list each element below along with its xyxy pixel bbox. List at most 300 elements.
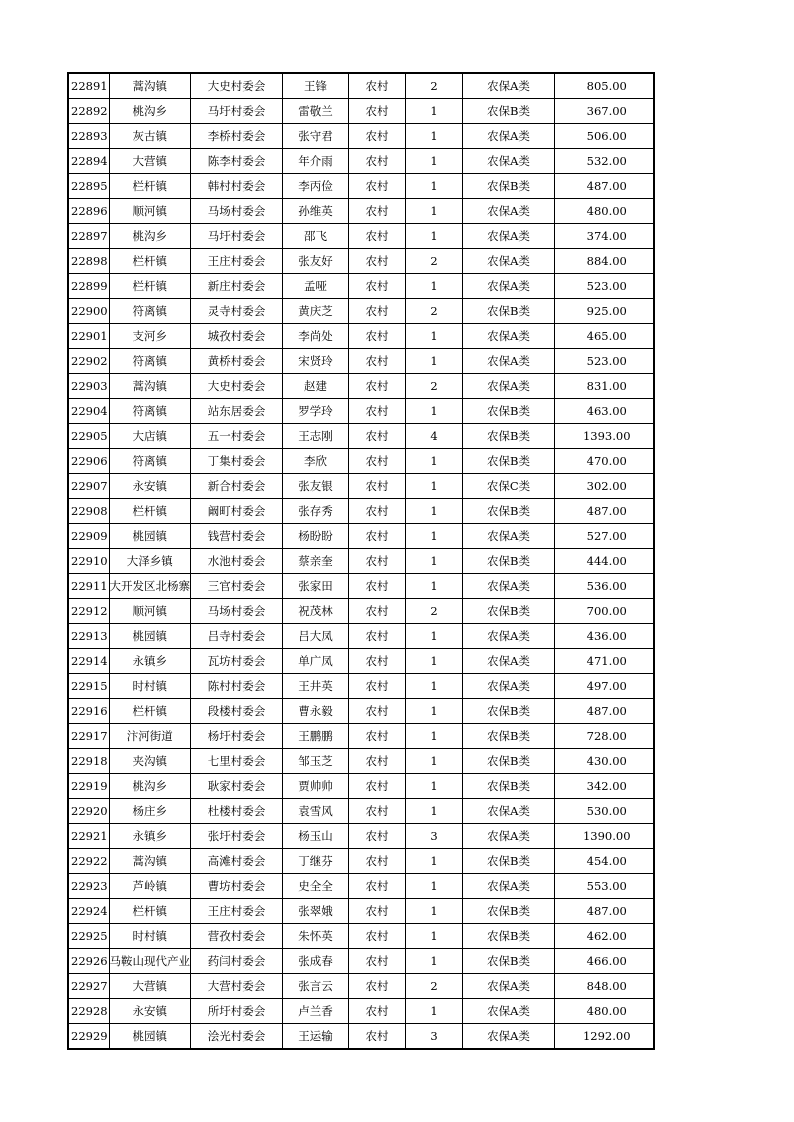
serial-cell: 22901 — [68, 324, 109, 349]
name-cell: 孙维英 — [283, 199, 349, 224]
amount-cell: 728.00 — [555, 724, 654, 749]
name-cell: 李丙俭 — [283, 174, 349, 199]
amount-cell: 487.00 — [555, 174, 654, 199]
serial-cell: 22899 — [68, 274, 109, 299]
table-row — [68, 999, 654, 1024]
insurance-category-cell: 农保A类 — [463, 224, 555, 249]
amount-cell: 466.00 — [555, 949, 654, 974]
insurance-category-cell: 农保A类 — [463, 249, 555, 274]
area-type-cell: 农村 — [349, 424, 406, 449]
insurance-category-cell: 农保B类 — [463, 949, 555, 974]
name-cell: 孟哑 — [283, 274, 349, 299]
amount-cell: 497.00 — [555, 674, 654, 699]
name-cell: 史全全 — [283, 874, 349, 899]
table-row — [68, 649, 654, 674]
area-type-cell: 农村 — [349, 249, 406, 274]
serial-cell: 22895 — [68, 174, 109, 199]
table-row — [68, 924, 654, 949]
area-type-cell: 农村 — [349, 499, 406, 524]
village-cell: 马场村委会 — [191, 199, 283, 224]
household-count-cell: 2 — [406, 299, 463, 324]
table-row — [68, 749, 654, 774]
amount-cell: 480.00 — [555, 199, 654, 224]
village-cell: 王庄村委会 — [191, 899, 283, 924]
name-cell: 卢兰香 — [283, 999, 349, 1024]
insurance-category-cell: 农保A类 — [463, 349, 555, 374]
serial-cell: 22911 — [68, 574, 109, 599]
area-type-cell: 农村 — [349, 599, 406, 624]
insurance-category-cell: 农保B类 — [463, 99, 555, 124]
table-row — [68, 849, 654, 874]
name-cell: 赵建 — [283, 374, 349, 399]
household-count-cell: 4 — [406, 424, 463, 449]
village-cell: 新庄村委会 — [191, 274, 283, 299]
town-cell: 符离镇 — [109, 399, 191, 424]
amount-cell: 454.00 — [555, 849, 654, 874]
area-type-cell: 农村 — [349, 724, 406, 749]
insurance-category-cell: 农保A类 — [463, 799, 555, 824]
area-type-cell: 农村 — [349, 199, 406, 224]
name-cell: 王锋 — [283, 73, 349, 99]
village-cell: 大史村委会 — [191, 374, 283, 399]
town-cell: 大营镇 — [109, 149, 191, 174]
household-count-cell: 1 — [406, 524, 463, 549]
area-type-cell: 农村 — [349, 949, 406, 974]
town-cell: 杨庄乡 — [109, 799, 191, 824]
household-count-cell: 1 — [406, 899, 463, 924]
name-cell: 宋贤玲 — [283, 349, 349, 374]
table-row — [68, 524, 654, 549]
insurance-category-cell: 农保A类 — [463, 149, 555, 174]
table-row — [68, 424, 654, 449]
village-cell: 段楼村委会 — [191, 699, 283, 724]
name-cell: 张成春 — [283, 949, 349, 974]
household-count-cell: 1 — [406, 724, 463, 749]
area-type-cell: 农村 — [349, 649, 406, 674]
village-cell: 钱营村委会 — [191, 524, 283, 549]
serial-cell: 22912 — [68, 599, 109, 624]
household-count-cell: 1 — [406, 624, 463, 649]
area-type-cell: 农村 — [349, 299, 406, 324]
village-cell: 耿家村委会 — [191, 774, 283, 799]
table-row — [68, 799, 654, 824]
household-count-cell: 1 — [406, 99, 463, 124]
village-cell: 大史村委会 — [191, 73, 283, 99]
household-count-cell: 1 — [406, 349, 463, 374]
insurance-category-cell: 农保B类 — [463, 449, 555, 474]
town-cell: 栏杆镇 — [109, 699, 191, 724]
household-count-cell: 1 — [406, 324, 463, 349]
household-count-cell: 2 — [406, 599, 463, 624]
table-row — [68, 249, 654, 274]
serial-cell: 22903 — [68, 374, 109, 399]
household-count-cell: 1 — [406, 774, 463, 799]
amount-cell: 463.00 — [555, 399, 654, 424]
table-row — [68, 549, 654, 574]
household-count-cell: 1 — [406, 574, 463, 599]
name-cell: 黄庆芝 — [283, 299, 349, 324]
household-count-cell: 1 — [406, 674, 463, 699]
amount-cell: 523.00 — [555, 274, 654, 299]
area-type-cell: 农村 — [349, 1024, 406, 1050]
area-type-cell: 农村 — [349, 274, 406, 299]
amount-cell: 831.00 — [555, 374, 654, 399]
name-cell: 丁继芬 — [283, 849, 349, 874]
village-cell: 陈李村委会 — [191, 149, 283, 174]
serial-cell: 22917 — [68, 724, 109, 749]
serial-cell: 22926 — [68, 949, 109, 974]
town-cell: 桃沟乡 — [109, 99, 191, 124]
amount-cell: 436.00 — [555, 624, 654, 649]
area-type-cell: 农村 — [349, 73, 406, 99]
insurance-category-cell: 农保B类 — [463, 424, 555, 449]
table-row — [68, 949, 654, 974]
area-type-cell: 农村 — [349, 124, 406, 149]
name-cell: 曹永毅 — [283, 699, 349, 724]
name-cell: 张翠娥 — [283, 899, 349, 924]
village-cell: 曹坊村委会 — [191, 874, 283, 899]
town-cell: 桃沟乡 — [109, 224, 191, 249]
village-cell: 灵寺村委会 — [191, 299, 283, 324]
village-cell: 七里村委会 — [191, 749, 283, 774]
table-row — [68, 149, 654, 174]
serial-cell: 22928 — [68, 999, 109, 1024]
insurance-category-cell: 农保B类 — [463, 174, 555, 199]
household-count-cell: 1 — [406, 474, 463, 499]
amount-cell: 530.00 — [555, 799, 654, 824]
village-cell: 马场村委会 — [191, 599, 283, 624]
name-cell: 张存秀 — [283, 499, 349, 524]
insurance-category-cell: 农保A类 — [463, 1024, 555, 1050]
table-row — [68, 449, 654, 474]
insurance-category-cell: 农保A类 — [463, 674, 555, 699]
area-type-cell: 农村 — [349, 449, 406, 474]
serial-cell: 22919 — [68, 774, 109, 799]
household-count-cell: 1 — [406, 749, 463, 774]
amount-cell: 487.00 — [555, 899, 654, 924]
village-cell: 杜楼村委会 — [191, 799, 283, 824]
household-count-cell: 1 — [406, 199, 463, 224]
insurance-category-cell: 农保B类 — [463, 774, 555, 799]
village-cell: 站东居委会 — [191, 399, 283, 424]
table-row — [68, 874, 654, 899]
amount-cell: 465.00 — [555, 324, 654, 349]
village-cell: 阚町村委会 — [191, 499, 283, 524]
area-type-cell: 农村 — [349, 749, 406, 774]
town-cell: 桃园镇 — [109, 624, 191, 649]
area-type-cell: 农村 — [349, 799, 406, 824]
town-cell: 夹沟镇 — [109, 749, 191, 774]
amount-cell: 1390.00 — [555, 824, 654, 849]
amount-cell: 532.00 — [555, 149, 654, 174]
name-cell: 雷敬兰 — [283, 99, 349, 124]
area-type-cell: 农村 — [349, 474, 406, 499]
town-cell: 蒿沟镇 — [109, 849, 191, 874]
name-cell: 蔡亲奎 — [283, 549, 349, 574]
household-count-cell: 1 — [406, 399, 463, 424]
serial-cell: 22893 — [68, 124, 109, 149]
household-count-cell: 1 — [406, 274, 463, 299]
serial-cell: 22915 — [68, 674, 109, 699]
town-cell: 顺河镇 — [109, 599, 191, 624]
village-cell: 黄桥村委会 — [191, 349, 283, 374]
town-cell: 大泽乡镇 — [109, 549, 191, 574]
amount-cell: 342.00 — [555, 774, 654, 799]
village-cell: 三官村委会 — [191, 574, 283, 599]
village-cell: 高滩村委会 — [191, 849, 283, 874]
village-cell: 陈村村委会 — [191, 674, 283, 699]
amount-cell: 430.00 — [555, 749, 654, 774]
village-cell: 营孜村委会 — [191, 924, 283, 949]
household-count-cell: 1 — [406, 449, 463, 474]
name-cell: 邹玉芝 — [283, 749, 349, 774]
table-row — [68, 774, 654, 799]
amount-cell: 884.00 — [555, 249, 654, 274]
serial-cell: 22902 — [68, 349, 109, 374]
serial-cell: 22894 — [68, 149, 109, 174]
household-count-cell: 1 — [406, 149, 463, 174]
insurance-category-cell: 农保A类 — [463, 73, 555, 99]
insurance-category-cell: 农保A类 — [463, 524, 555, 549]
village-cell: 药闫村委会 — [191, 949, 283, 974]
town-cell: 栏杆镇 — [109, 274, 191, 299]
area-type-cell: 农村 — [349, 874, 406, 899]
amount-cell: 700.00 — [555, 599, 654, 624]
amount-cell: 444.00 — [555, 549, 654, 574]
village-cell: 新合村委会 — [191, 474, 283, 499]
area-type-cell: 农村 — [349, 624, 406, 649]
insurance-category-cell: 农保A类 — [463, 649, 555, 674]
area-type-cell: 农村 — [349, 974, 406, 999]
name-cell: 杨玉山 — [283, 824, 349, 849]
table-row — [68, 73, 654, 99]
amount-cell: 805.00 — [555, 73, 654, 99]
area-type-cell: 农村 — [349, 774, 406, 799]
name-cell: 祝茂林 — [283, 599, 349, 624]
village-cell: 大营村委会 — [191, 974, 283, 999]
amount-cell: 302.00 — [555, 474, 654, 499]
table-row — [68, 374, 654, 399]
area-type-cell: 农村 — [349, 899, 406, 924]
insurance-category-cell: 农保C类 — [463, 474, 555, 499]
household-count-cell: 2 — [406, 73, 463, 99]
village-cell: 吕寺村委会 — [191, 624, 283, 649]
area-type-cell: 农村 — [349, 849, 406, 874]
table-row — [68, 574, 654, 599]
serial-cell: 22929 — [68, 1024, 109, 1050]
amount-cell: 506.00 — [555, 124, 654, 149]
serial-cell: 22905 — [68, 424, 109, 449]
area-type-cell: 农村 — [349, 924, 406, 949]
town-cell: 栏杆镇 — [109, 899, 191, 924]
insurance-category-cell: 农保A类 — [463, 324, 555, 349]
town-cell: 芦岭镇 — [109, 874, 191, 899]
insurance-category-cell: 农保B类 — [463, 299, 555, 324]
area-type-cell: 农村 — [349, 374, 406, 399]
village-cell: 瓦坊村委会 — [191, 649, 283, 674]
insurance-category-cell: 农保B类 — [463, 724, 555, 749]
town-cell: 支河乡 — [109, 324, 191, 349]
town-cell: 蒿沟镇 — [109, 374, 191, 399]
amount-cell: 536.00 — [555, 574, 654, 599]
table-row — [68, 124, 654, 149]
area-type-cell: 农村 — [349, 324, 406, 349]
town-cell: 桃园镇 — [109, 1024, 191, 1050]
serial-cell: 22927 — [68, 974, 109, 999]
table-row — [68, 174, 654, 199]
serial-cell: 22909 — [68, 524, 109, 549]
name-cell: 李尚处 — [283, 324, 349, 349]
insurance-category-cell: 农保B类 — [463, 849, 555, 874]
village-cell: 所圩村委会 — [191, 999, 283, 1024]
household-count-cell: 1 — [406, 799, 463, 824]
town-cell: 蒿沟镇 — [109, 73, 191, 99]
area-type-cell: 农村 — [349, 699, 406, 724]
village-cell: 韩村村委会 — [191, 174, 283, 199]
table-row — [68, 99, 654, 124]
village-cell: 张圩村委会 — [191, 824, 283, 849]
serial-cell: 22908 — [68, 499, 109, 524]
serial-cell: 22896 — [68, 199, 109, 224]
amount-cell: 487.00 — [555, 499, 654, 524]
amount-cell: 487.00 — [555, 699, 654, 724]
serial-cell: 22906 — [68, 449, 109, 474]
serial-cell: 22925 — [68, 924, 109, 949]
town-cell: 时村镇 — [109, 674, 191, 699]
table-row — [68, 674, 654, 699]
amount-cell: 1292.00 — [555, 1024, 654, 1050]
serial-cell: 22913 — [68, 624, 109, 649]
amount-cell: 1393.00 — [555, 424, 654, 449]
town-cell: 灰古镇 — [109, 124, 191, 149]
village-cell: 马圩村委会 — [191, 224, 283, 249]
town-cell: 大开发区北杨寨 — [109, 574, 191, 599]
name-cell: 王鹏鹏 — [283, 724, 349, 749]
name-cell: 吕大凤 — [283, 624, 349, 649]
amount-cell: 471.00 — [555, 649, 654, 674]
town-cell: 符离镇 — [109, 349, 191, 374]
name-cell: 袁雪风 — [283, 799, 349, 824]
area-type-cell: 农村 — [349, 224, 406, 249]
area-type-cell: 农村 — [349, 549, 406, 574]
town-cell: 符离镇 — [109, 449, 191, 474]
area-type-cell: 农村 — [349, 399, 406, 424]
household-count-cell: 1 — [406, 124, 463, 149]
name-cell: 王井英 — [283, 674, 349, 699]
name-cell: 张友好 — [283, 249, 349, 274]
household-count-cell: 1 — [406, 224, 463, 249]
village-cell: 杨圩村委会 — [191, 724, 283, 749]
insurance-category-cell: 农保A类 — [463, 274, 555, 299]
serial-cell: 22921 — [68, 824, 109, 849]
village-cell: 浍光村委会 — [191, 1024, 283, 1050]
table-row — [68, 299, 654, 324]
town-cell: 马鞍山现代产业 — [109, 949, 191, 974]
area-type-cell: 农村 — [349, 674, 406, 699]
insurance-category-cell: 农保A类 — [463, 824, 555, 849]
serial-cell: 22922 — [68, 849, 109, 874]
insurance-category-cell: 农保B类 — [463, 599, 555, 624]
serial-cell: 22897 — [68, 224, 109, 249]
table-row — [68, 974, 654, 999]
town-cell: 永安镇 — [109, 999, 191, 1024]
table-row — [68, 824, 654, 849]
household-count-cell: 1 — [406, 949, 463, 974]
insurance-category-cell: 农保A类 — [463, 624, 555, 649]
insurance-category-cell: 农保B类 — [463, 924, 555, 949]
household-count-cell: 1 — [406, 849, 463, 874]
insurance-category-cell: 农保B类 — [463, 899, 555, 924]
table-row — [68, 724, 654, 749]
household-count-cell: 3 — [406, 1024, 463, 1050]
area-type-cell: 农村 — [349, 174, 406, 199]
household-count-cell: 1 — [406, 549, 463, 574]
name-cell: 张言云 — [283, 974, 349, 999]
household-count-cell: 3 — [406, 824, 463, 849]
household-count-cell: 1 — [406, 649, 463, 674]
town-cell: 桃园镇 — [109, 524, 191, 549]
name-cell: 单广凤 — [283, 649, 349, 674]
household-count-cell: 2 — [406, 374, 463, 399]
amount-cell: 462.00 — [555, 924, 654, 949]
name-cell: 年介雨 — [283, 149, 349, 174]
town-cell: 大店镇 — [109, 424, 191, 449]
table-row — [68, 349, 654, 374]
serial-cell: 22923 — [68, 874, 109, 899]
household-count-cell: 1 — [406, 699, 463, 724]
town-cell: 栏杆镇 — [109, 499, 191, 524]
town-cell: 永镇乡 — [109, 649, 191, 674]
relief-roster-table — [67, 72, 655, 1050]
area-type-cell: 农村 — [349, 99, 406, 124]
insurance-category-cell: 农保A类 — [463, 574, 555, 599]
serial-cell: 22920 — [68, 799, 109, 824]
name-cell: 王运输 — [283, 1024, 349, 1050]
serial-cell: 22907 — [68, 474, 109, 499]
table-row — [68, 274, 654, 299]
name-cell: 张守君 — [283, 124, 349, 149]
table-row — [68, 399, 654, 424]
household-count-cell: 1 — [406, 924, 463, 949]
insurance-category-cell: 农保A类 — [463, 974, 555, 999]
name-cell: 邵飞 — [283, 224, 349, 249]
town-cell: 栏杆镇 — [109, 174, 191, 199]
name-cell: 朱怀英 — [283, 924, 349, 949]
amount-cell: 367.00 — [555, 99, 654, 124]
household-count-cell: 1 — [406, 999, 463, 1024]
village-cell: 王庄村委会 — [191, 249, 283, 274]
town-cell: 永安镇 — [109, 474, 191, 499]
amount-cell: 848.00 — [555, 974, 654, 999]
insurance-category-cell: 农保A类 — [463, 374, 555, 399]
table-row — [68, 899, 654, 924]
household-count-cell: 1 — [406, 499, 463, 524]
table-row — [68, 599, 654, 624]
area-type-cell: 农村 — [349, 824, 406, 849]
amount-cell: 480.00 — [555, 999, 654, 1024]
table-body — [68, 73, 654, 1049]
serial-cell: 22892 — [68, 99, 109, 124]
serial-cell: 22891 — [68, 73, 109, 99]
serial-cell: 22904 — [68, 399, 109, 424]
town-cell: 顺河镇 — [109, 199, 191, 224]
insurance-category-cell: 农保A类 — [463, 199, 555, 224]
insurance-category-cell: 农保B类 — [463, 549, 555, 574]
serial-cell: 22916 — [68, 699, 109, 724]
town-cell: 大营镇 — [109, 974, 191, 999]
town-cell: 永镇乡 — [109, 824, 191, 849]
amount-cell: 553.00 — [555, 874, 654, 899]
